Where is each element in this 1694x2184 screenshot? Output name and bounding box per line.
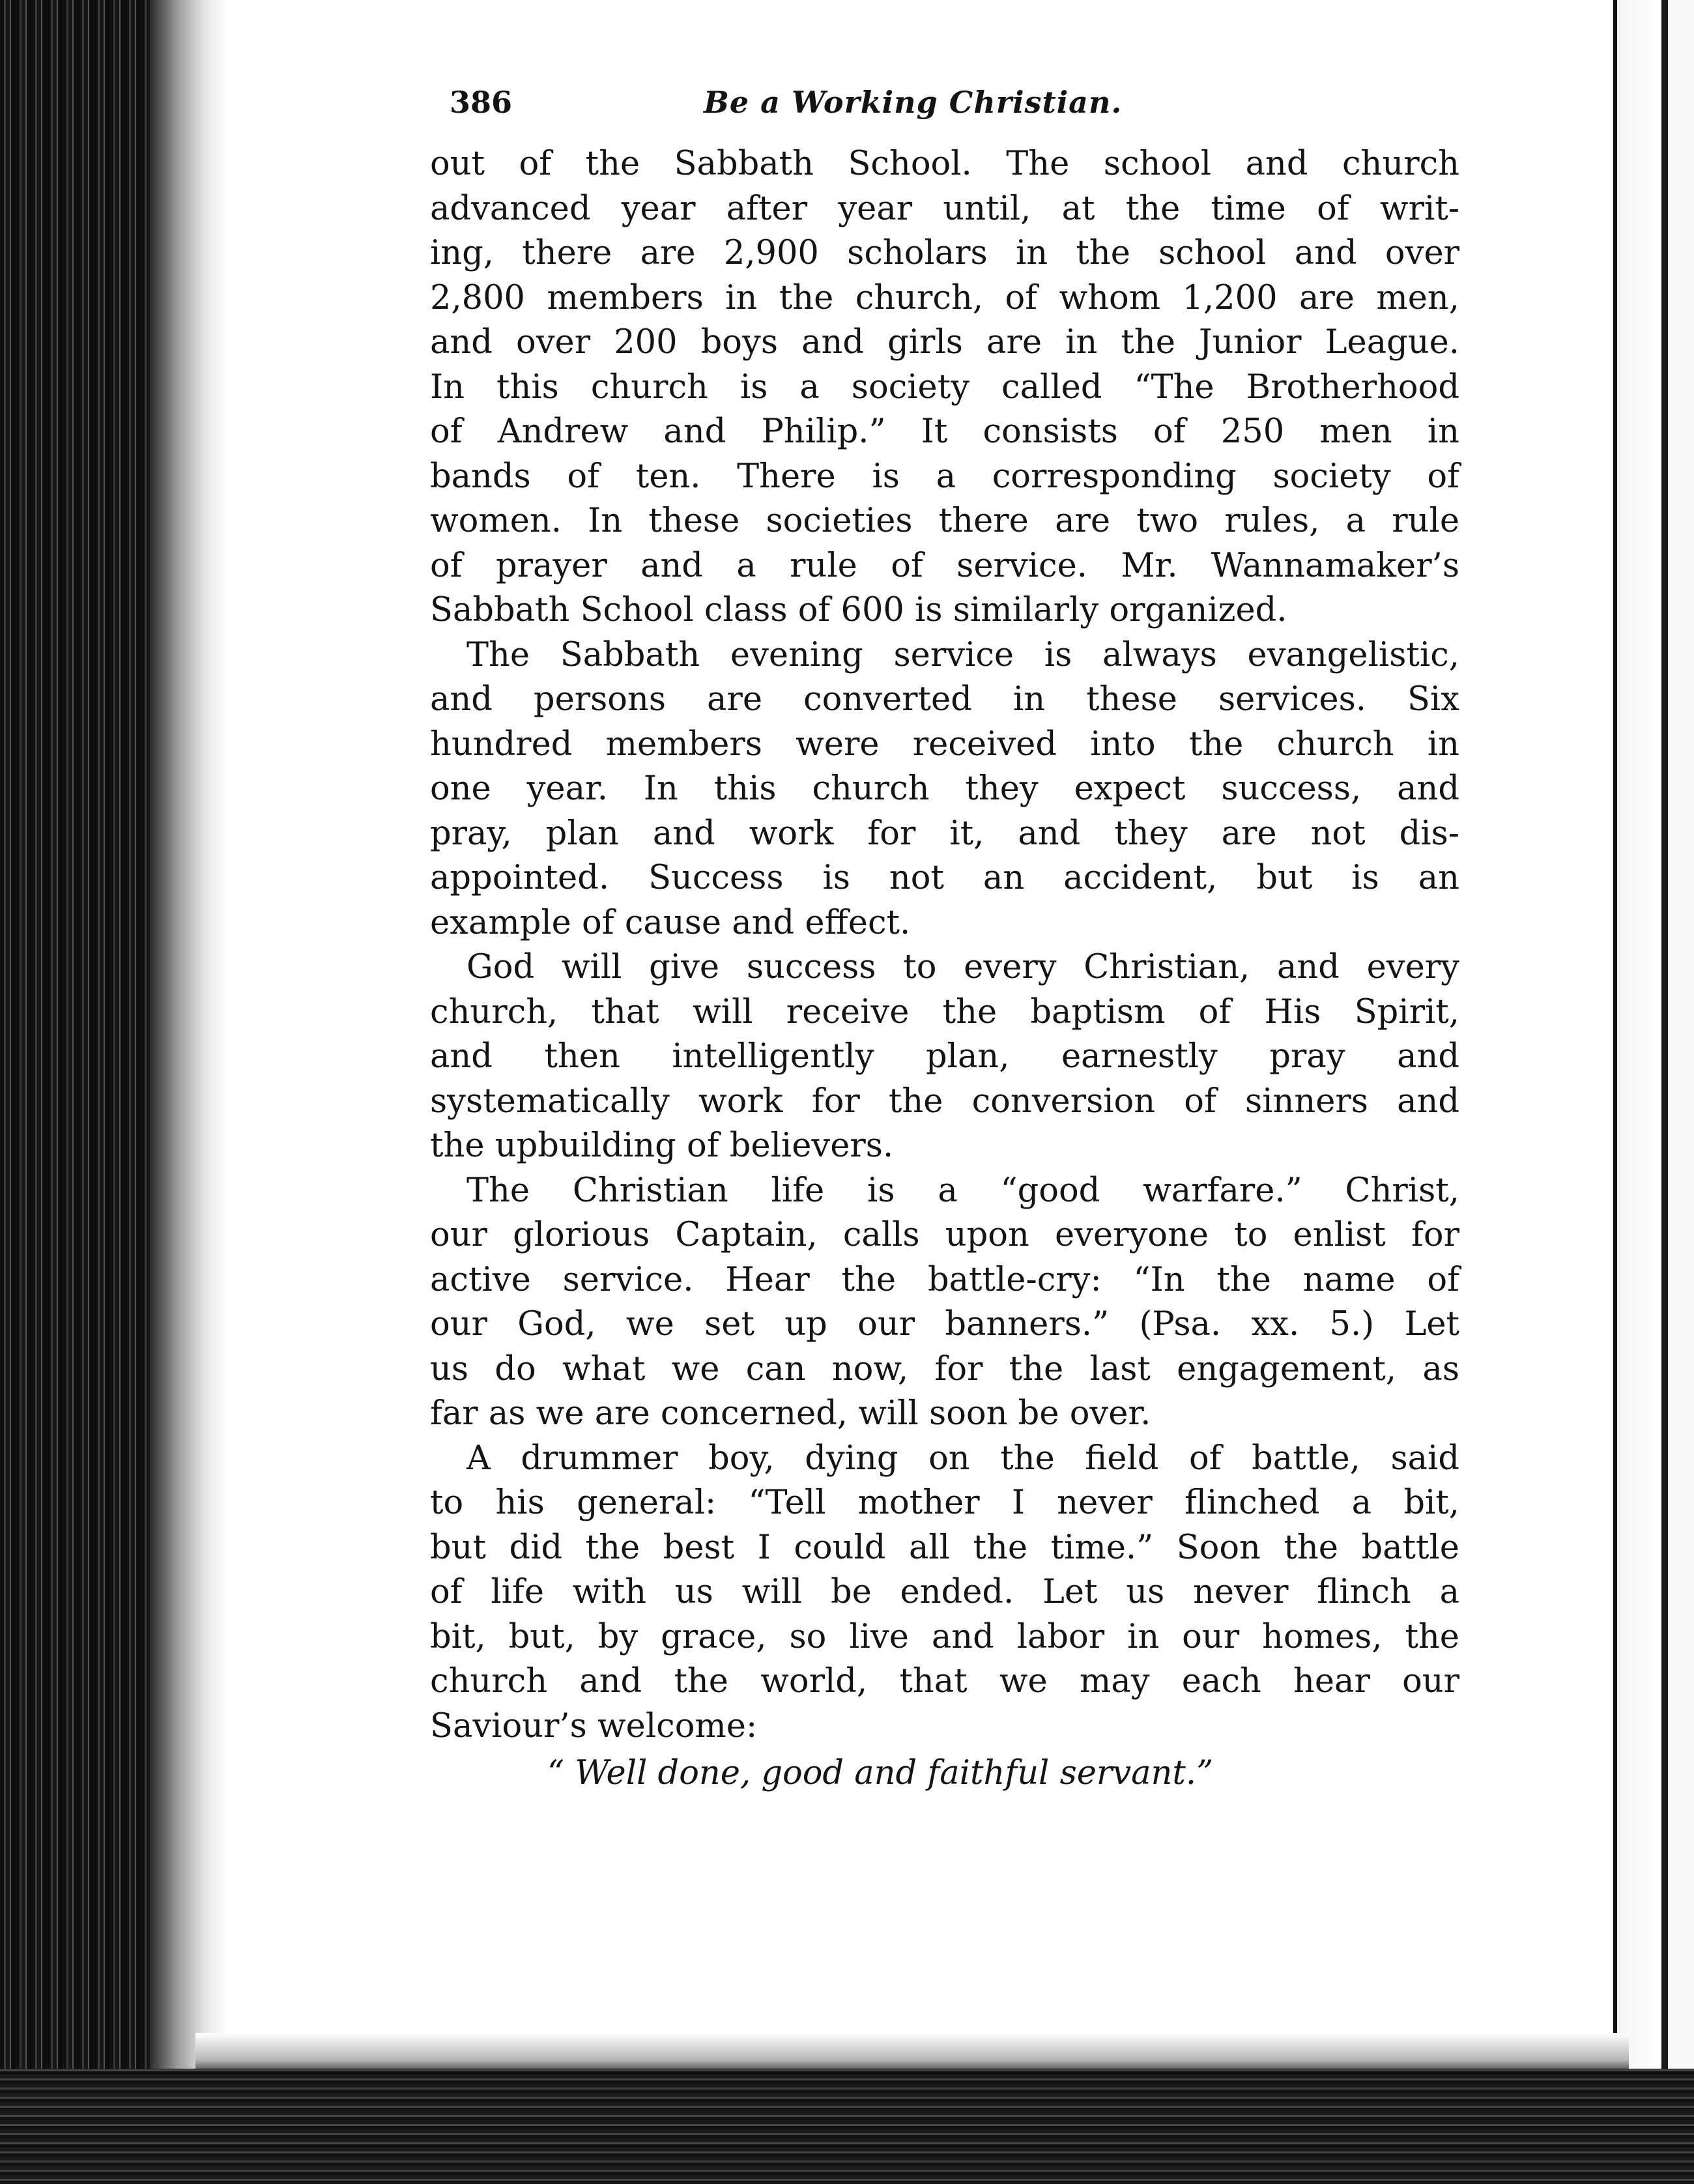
right-page-shade <box>1617 0 1661 2184</box>
paragraph <box>430 1437 1459 1749</box>
text-line: of prayer and a rule of service. Mr. Wannamaker’s <box>430 546 1459 585</box>
page-content <box>430 85 1459 1796</box>
text-line: of Andrew and Philip.” It consists of 250 men in <box>430 412 1459 451</box>
text-line: bit, but, by grace, so live and labor in our homes, the <box>430 1617 1459 1656</box>
paragraph <box>430 1169 1459 1437</box>
book-bottom-edge <box>0 2069 1694 2184</box>
text-line: A drummer boy, dying on the field of battle, said <box>467 1439 1459 1478</box>
page-number: 386 <box>450 85 513 120</box>
text-line: of life with us will be ended. Let us never flinch a <box>430 1573 1459 1611</box>
text-line: women. In these societies there are two rules, a rule <box>430 502 1459 540</box>
text-line: In this church is a society called “The Brotherhood <box>430 367 1459 407</box>
right-page-edge <box>1613 0 1617 2184</box>
text-line: church and the world, that we may each hear our <box>430 1662 1459 1701</box>
text-line: ing, there are 2,900 scholars in the school and over <box>430 234 1459 272</box>
text-line: Saviour’s welcome: <box>430 1706 758 1746</box>
text-line: church, that will receive the baptism of His Spirit, <box>430 992 1459 1031</box>
body-text <box>430 142 1459 1749</box>
text-line: hundred members were received into the church in <box>430 725 1459 764</box>
running-title: Be a Working Christian. <box>704 85 1123 120</box>
right-margin <box>1668 0 1694 2184</box>
text-line: and then intelligently plan, earnestly pray and <box>430 1037 1459 1076</box>
text-line: active service. Hear the battle-cry: “In the name of <box>430 1260 1459 1299</box>
text-line: 2,800 members in the church, of whom 1,200 are men, <box>430 278 1459 317</box>
text-line: our God, we set up our banners.” (Psa. xx. 5.) Let <box>430 1305 1459 1343</box>
paragraph <box>430 633 1459 946</box>
text-line: but did the best I could all the time.” Soon the battle <box>430 1528 1459 1567</box>
text-line: God will give success to every Christian, and every <box>467 948 1459 986</box>
text-line: pray, plan and work for it, and they are not dis- <box>430 814 1459 853</box>
text-line: to his general: “Tell mother I never flinched a bit, <box>430 1484 1459 1522</box>
right-book-edge <box>1661 0 1668 2184</box>
bottom-shadow <box>195 2033 1629 2072</box>
paragraph <box>430 142 1459 633</box>
text-line: us do what we can now, for the last engagement, as <box>430 1349 1459 1388</box>
text-line: systematically work for the conversion of sinners and <box>430 1082 1459 1121</box>
text-line: far as we are concerned, will soon be over. <box>430 1394 1151 1433</box>
text-line: Sabbath School class of 600 is similarly organized. <box>430 591 1287 629</box>
paragraph <box>430 945 1459 1169</box>
text-line: advanced year after year until, at the time of writ- <box>430 189 1459 228</box>
text-line: bands of ten. There is a corresponding society of <box>430 457 1459 496</box>
running-header <box>430 85 1459 137</box>
text-line: The Sabbath evening service is always evangelistic, <box>467 635 1459 674</box>
text-line: the upbuilding of believers. <box>430 1127 894 1165</box>
text-line: example of cause and effect. <box>430 903 911 942</box>
closing-quote: “ Well done, good and faithful servant.” <box>547 1754 1214 1792</box>
text-line: one year. In this church they expect success, and <box>430 769 1459 808</box>
text-line: out of the Sabbath School. The school and church <box>430 145 1459 183</box>
text-line: and over 200 boys and girls are in the Junior League. <box>430 323 1459 362</box>
gutter-shadow <box>150 0 228 2184</box>
text-line: The Christian life is a “good warfare.” Christ, <box>467 1171 1459 1210</box>
text-line: our glorious Captain, calls upon everyone to enlist for <box>430 1216 1459 1254</box>
text-line: and persons are converted in these services. Six <box>430 680 1459 719</box>
text-line: appointed. Success is not an accident, but is an <box>430 859 1459 897</box>
